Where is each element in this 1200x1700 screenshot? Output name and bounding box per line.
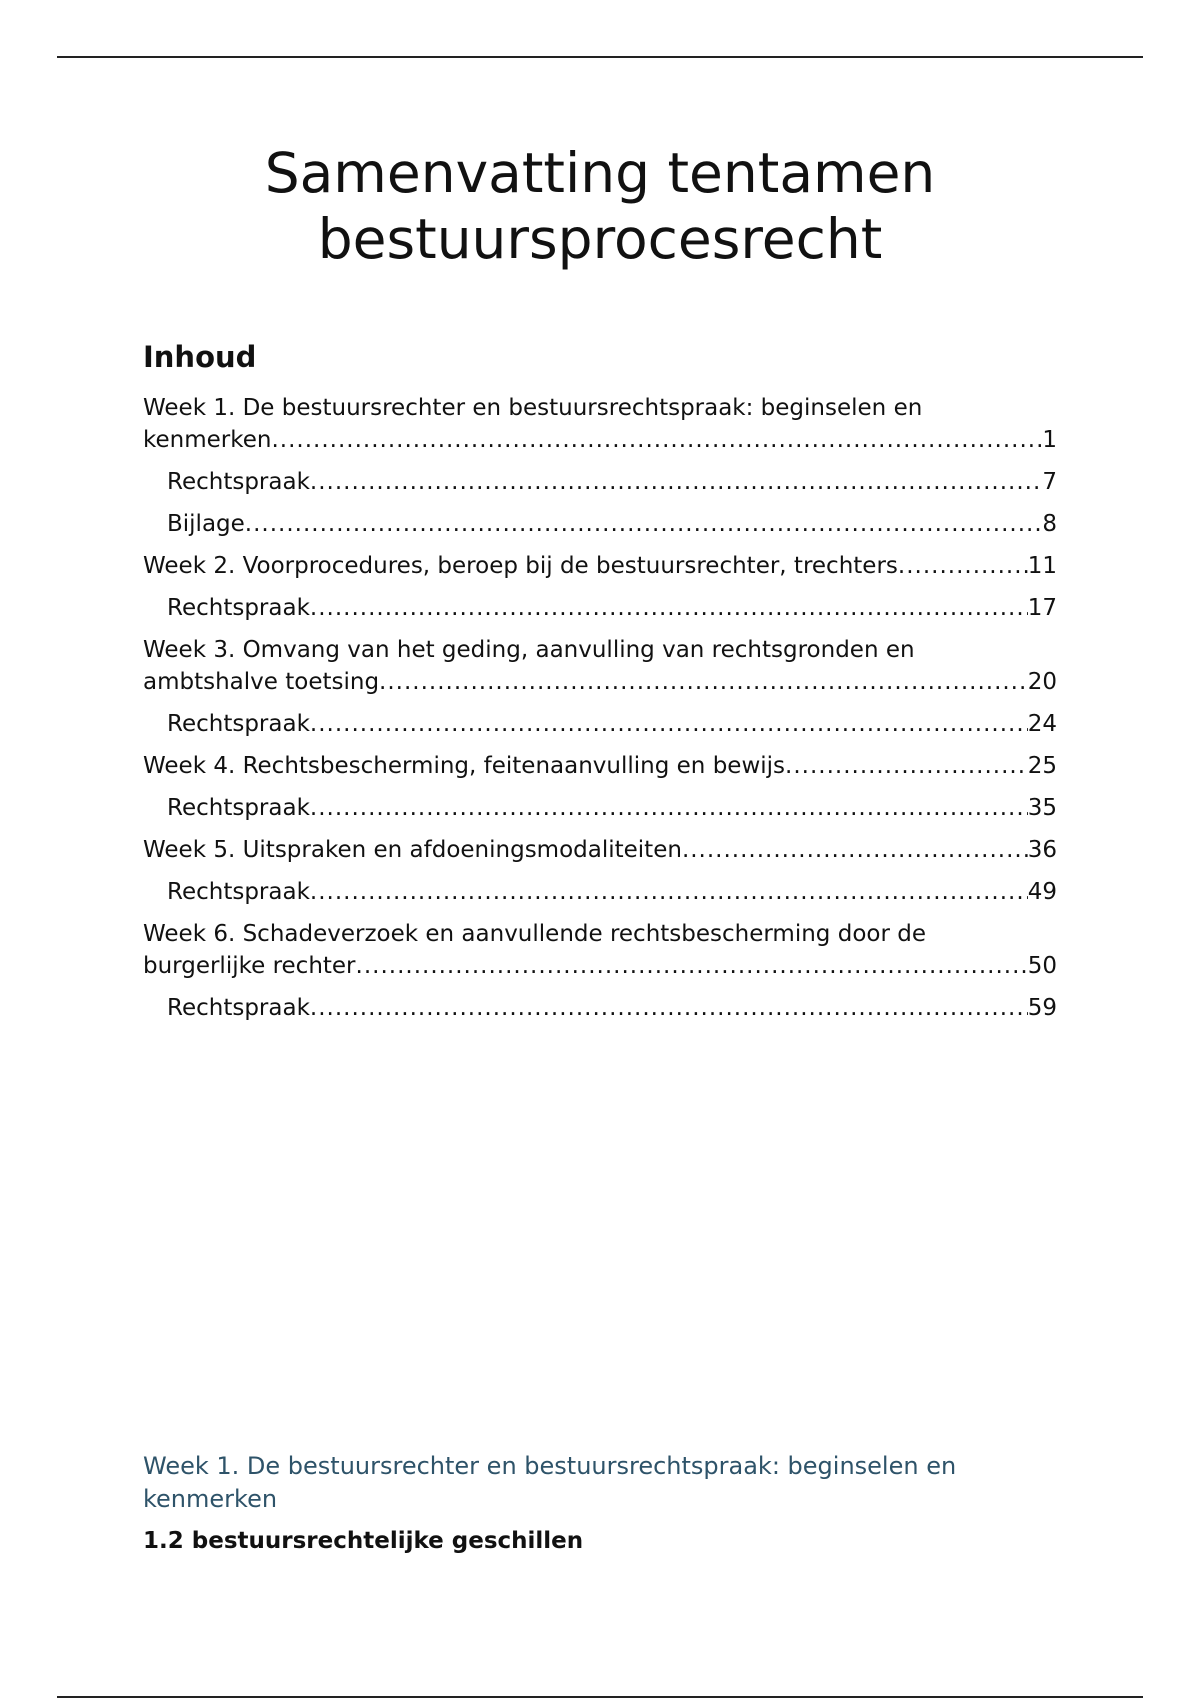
toc-entry[interactable] <box>143 834 1057 866</box>
toc-entry-line <box>167 508 1057 540</box>
toc-dot-leader <box>682 834 1028 866</box>
toc-entry-line <box>143 834 1057 866</box>
toc-dot-leader <box>310 876 1028 908</box>
toc-entry-line <box>143 666 1057 698</box>
table-of-contents <box>143 392 1057 1034</box>
toc-page-number: 36 <box>1027 837 1057 863</box>
toc-entry-title: Rechtspraak <box>167 795 310 821</box>
toc-entry-title: Week 5. Uitspraken en afdoeningsmodaliteiten <box>143 837 682 863</box>
toc-page-number: 35 <box>1027 795 1057 821</box>
toc-dot-leader <box>310 708 1028 740</box>
toc-entry-line <box>143 750 1057 782</box>
toc-entry-line <box>143 950 1057 982</box>
toc-entry-line <box>143 550 1057 582</box>
header-rule <box>57 56 1143 58</box>
toc-entry-title: burgerlijke rechter <box>143 953 356 979</box>
toc-page-number: 17 <box>1027 595 1057 621</box>
toc-page-number: 8 <box>1042 511 1057 537</box>
toc-dot-leader <box>898 550 1028 582</box>
toc-entry[interactable] <box>143 392 1057 456</box>
document-title: Samenvatting tentamen bestuursprocesrecht <box>264 141 936 271</box>
toc-page-number: 7 <box>1042 469 1057 495</box>
toc-entry-title: Bijlage <box>167 511 245 537</box>
toc-entry-title-line: Week 1. De bestuursrechter en bestuursrechtspraak: beginselen en <box>143 395 923 421</box>
section-heading: Week 1. De bestuursrechter en bestuursrechtspraak: beginselen en kenmerken <box>143 1452 957 1513</box>
toc-entry-title: kenmerken <box>143 427 272 453</box>
toc-entry-title: Rechtspraak <box>167 595 310 621</box>
toc-dot-leader <box>785 750 1028 782</box>
toc-entry-title: Rechtspraak <box>167 711 310 737</box>
toc-dot-leader <box>310 466 1042 498</box>
toc-entry-title: Rechtspraak <box>167 879 310 905</box>
toc-dot-leader <box>310 592 1028 624</box>
toc-entry-title-line: Week 3. Omvang van het geding, aanvulling van rechtsgronden en <box>143 637 915 663</box>
toc-entry-title-line: Week 6. Schadeverzoek en aanvullende rechtsbescherming door de <box>143 921 926 947</box>
toc-entry-line <box>167 466 1057 498</box>
toc-entry-title: Rechtspraak <box>167 469 310 495</box>
toc-page-number: 24 <box>1027 711 1057 737</box>
toc-entry-title: ambtshalve toetsing <box>143 669 380 695</box>
toc-entry[interactable] <box>143 634 1057 698</box>
subsection-heading: 1.2 bestuursrechtelijke geschillen <box>143 1528 584 1554</box>
toc-page-number: 11 <box>1027 553 1057 579</box>
toc-entry[interactable] <box>143 466 1057 498</box>
toc-dot-leader <box>310 992 1028 1024</box>
toc-entry-line <box>167 592 1057 624</box>
footer-rule <box>57 1696 1143 1698</box>
toc-entry[interactable] <box>143 918 1057 982</box>
toc-dot-leader <box>245 508 1043 540</box>
toc-dot-leader <box>379 666 1028 698</box>
toc-entry-line <box>167 876 1057 908</box>
toc-entry-line <box>167 708 1057 740</box>
toc-heading: Inhoud <box>143 340 257 374</box>
toc-entry[interactable] <box>143 508 1057 540</box>
toc-entry-line <box>143 424 1057 456</box>
toc-page-number: 1 <box>1042 427 1057 453</box>
toc-dot-leader <box>356 950 1028 982</box>
toc-page-number: 49 <box>1027 879 1057 905</box>
toc-entry[interactable] <box>143 792 1057 824</box>
toc-entry[interactable] <box>143 876 1057 908</box>
toc-page-number: 25 <box>1027 753 1057 779</box>
toc-page-number: 50 <box>1027 953 1057 979</box>
toc-entry[interactable] <box>143 708 1057 740</box>
toc-entry-title: Rechtspraak <box>167 995 310 1021</box>
toc-entry-line <box>167 992 1057 1024</box>
toc-page-number: 20 <box>1027 669 1057 695</box>
toc-entry[interactable] <box>143 592 1057 624</box>
toc-entry-line <box>167 792 1057 824</box>
toc-entry-title: Week 2. Voorprocedures, beroep bij de bestuursrechter, trechters <box>143 553 898 579</box>
toc-dot-leader <box>271 424 1042 456</box>
toc-entry[interactable] <box>143 750 1057 782</box>
toc-page-number: 59 <box>1027 995 1057 1021</box>
toc-entry[interactable] <box>143 992 1057 1024</box>
toc-entry[interactable] <box>143 550 1057 582</box>
toc-entry-title: Week 4. Rechtsbescherming, feitenaanvulling en bewijs <box>143 753 786 779</box>
toc-dot-leader <box>310 792 1028 824</box>
